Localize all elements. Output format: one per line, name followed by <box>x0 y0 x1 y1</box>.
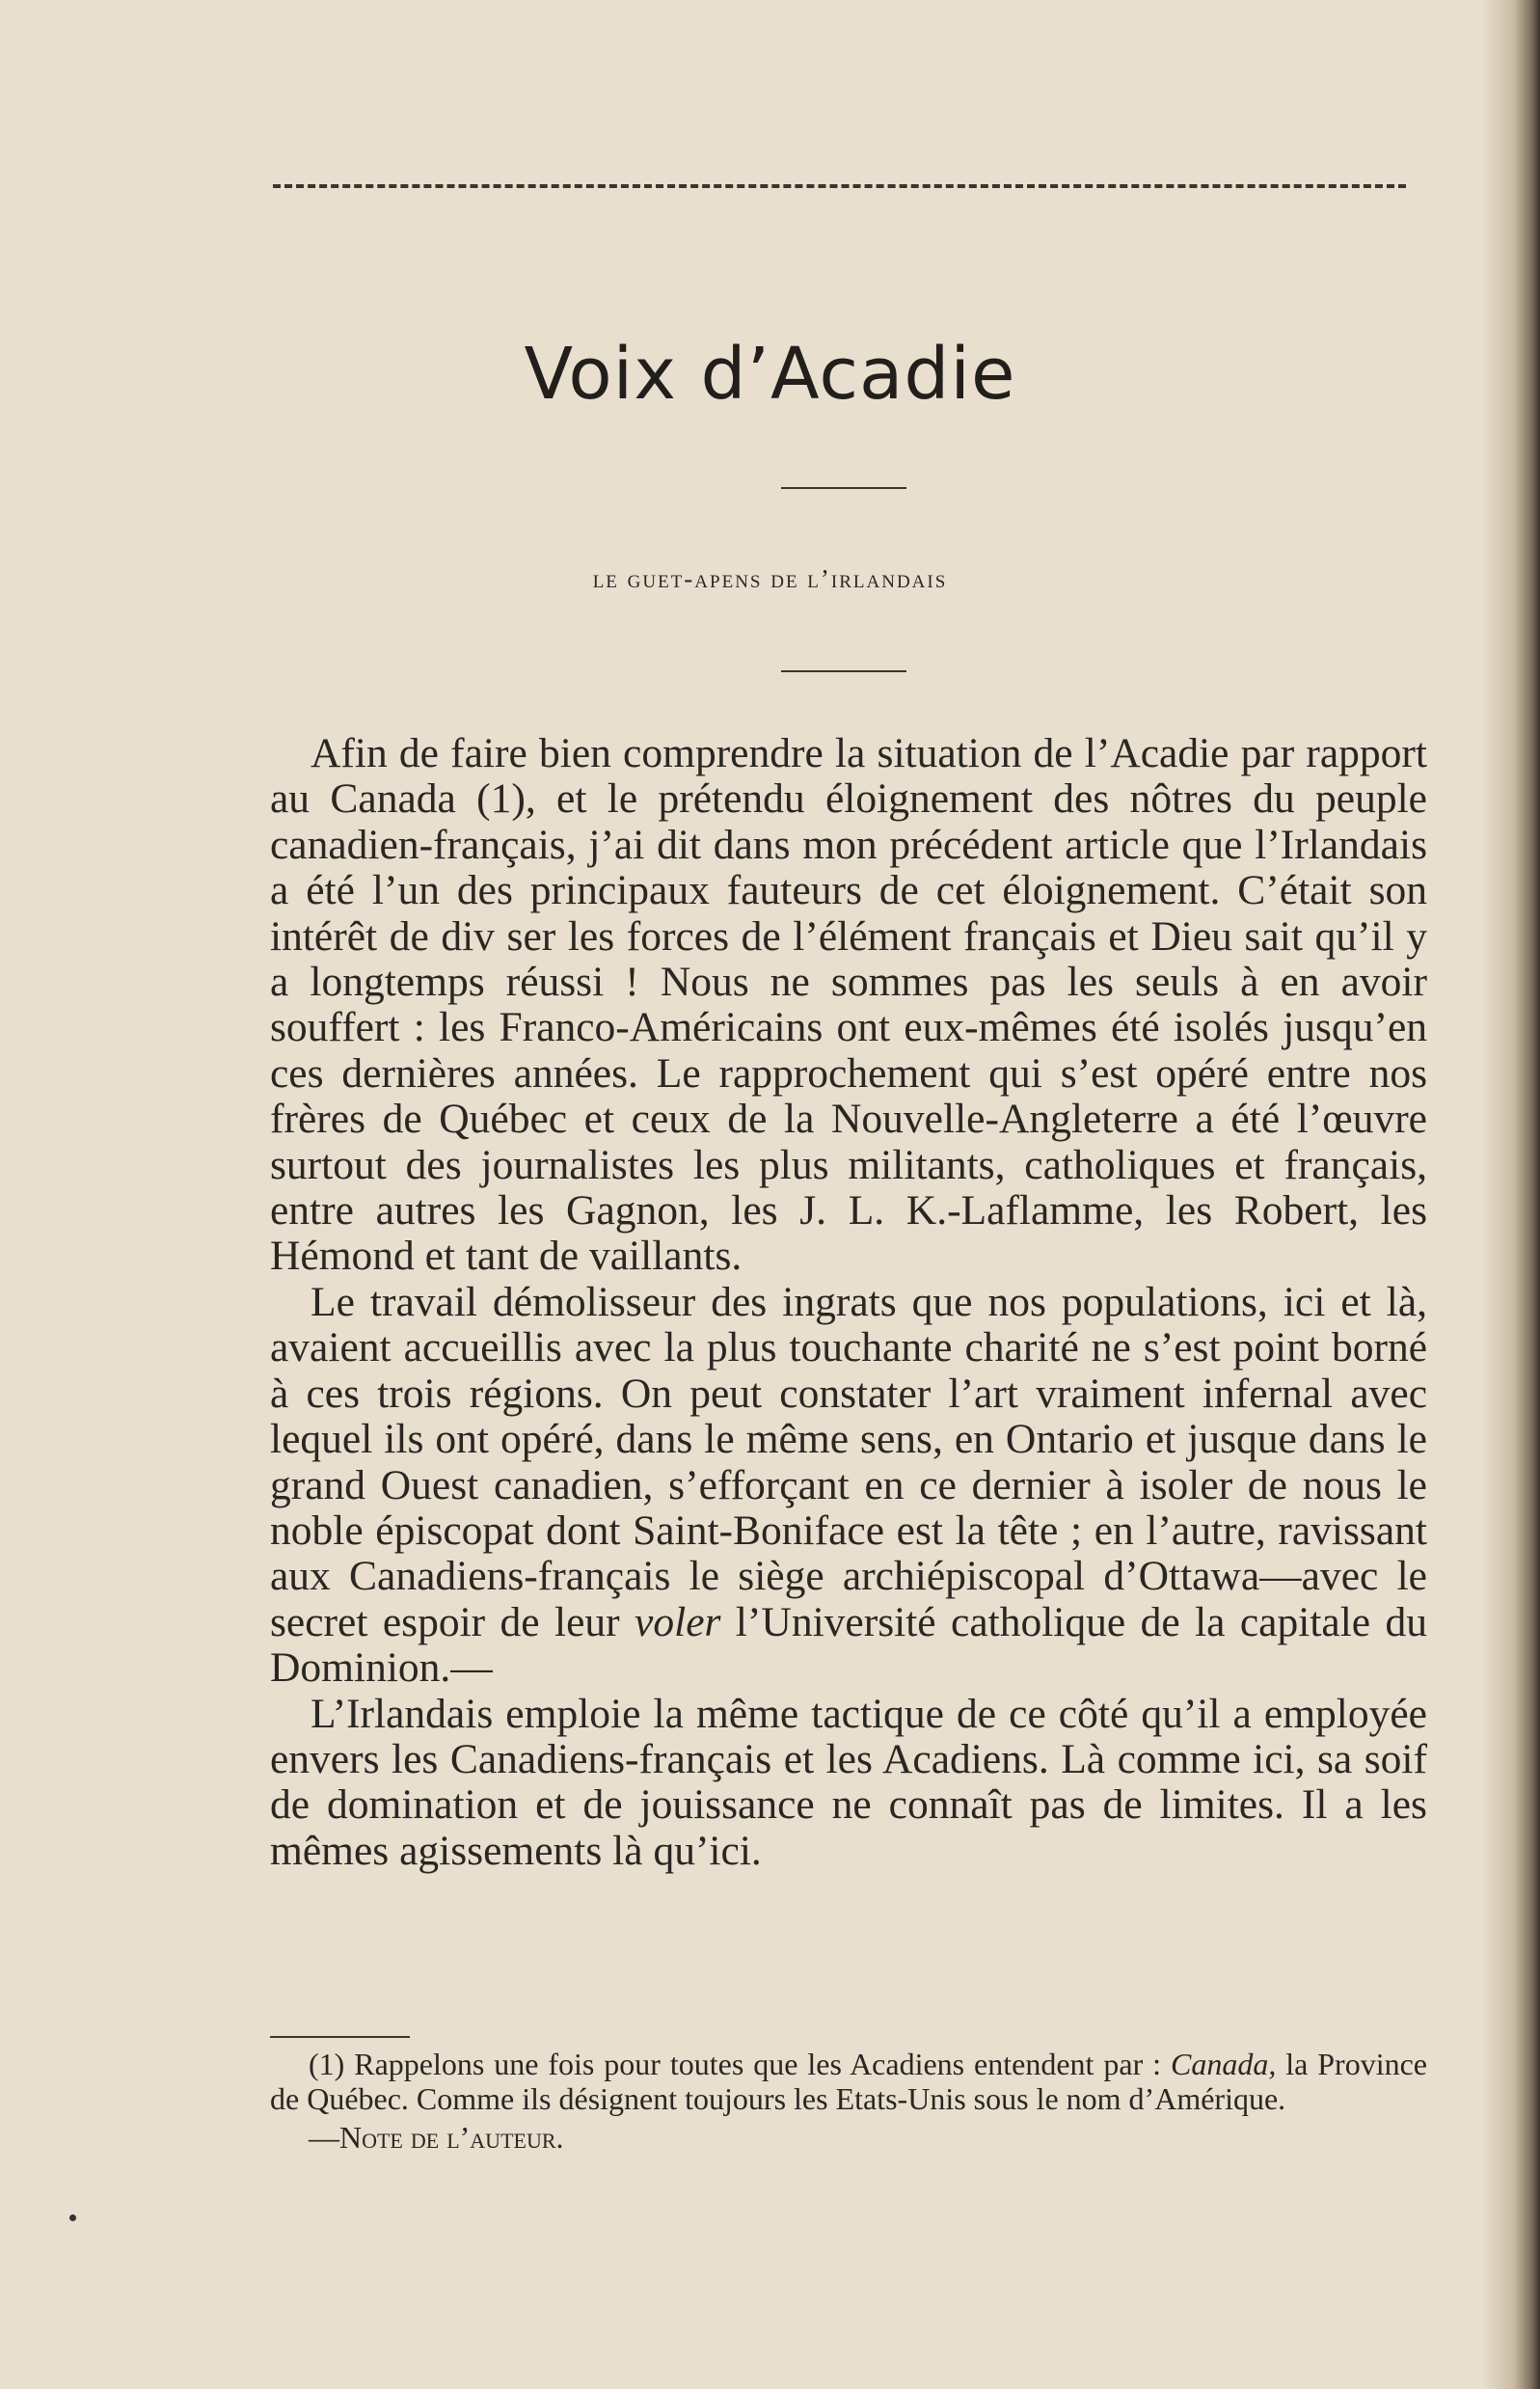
footnote-text-part: Rappelons une fois pour toutes que les Acadiens entendent par : <box>344 2047 1171 2081</box>
paragraph-italic: voler <box>635 1598 721 1645</box>
paragraph <box>270 1692 1427 1875</box>
footnote-signature: —Note de l’auteur. <box>309 2120 564 2155</box>
paragraph <box>270 731 1427 1280</box>
footnote-marker: (1) <box>309 2047 345 2081</box>
paragraph-text: Le travail démolisseur des ingrats que nos populations, ici et là, avaient accueillis avec la plus touchante charité ne s’est point borné à ces trois régions. On peut constater l’art vraiment infernal avec lequel ils ont opéré, dans le même sens, en Ontario et jusque dans le grand Ouest canadien, s’efforçant en ce dernier à isoler de nous le noble épiscopat dont Saint-Boniface est la tête ; en l’autre, ravissant aux Canadiens-français le siège archiépiscopal d’Ottawa—avec le secret espoir de leur <box>270 1278 1427 1645</box>
title-rule <box>781 487 906 489</box>
footnote-italic: Canada, <box>1170 2047 1277 2081</box>
article-subtitle: le guet-apens de l’irlandais <box>592 564 948 593</box>
footnote-text-part: la Province de Québec. Comme ils désignent toujours les Etats-Unis sous le nom d’Amérique. <box>270 2047 1428 2116</box>
header-rule <box>273 184 1406 188</box>
footnote <box>270 2047 1427 2155</box>
footnote-rule <box>270 2036 410 2038</box>
subtitle-rule <box>781 670 906 672</box>
paragraph <box>270 1280 1427 1692</box>
article-body <box>270 731 1427 1874</box>
article-title: Voix d’Acadie <box>524 333 1016 416</box>
footnote-text <box>270 2047 1427 2116</box>
ink-speck <box>69 2214 76 2221</box>
paragraph-text: L’Irlandais emploie la même tactique de ce côté qu’il a employée envers les Canadiens-français et les Acadiens. Là comme ici, sa soif de domination et de jouissance ne connaît pas de limites. Il a les mêmes agissements là qu’ici. <box>270 1690 1427 1874</box>
paragraph-text: l’Université catholique de la capitale du Dominion.— <box>270 1598 1428 1692</box>
paragraph-text: Afin de faire bien comprendre la situation de l’Acadie par rapport au Canada (1), et le prétendu éloignement des nôtres du peuple canadien-français, j’ai dit dans mon précédent article que l’Irlandais a été l’un des principaux fauteurs de cet éloignement. C’était son intérêt de div ser les forces de l’élément français et Dieu sait qu’il y a longtemps réussi ! Nous ne sommes pas les seuls à en avoir souffert : les Franco-Américains ont eux-mêmes été isolés jusqu’en ces dernières années. Le rapprochement qui s’est opéré entre nos frères de Québec et ceux de la Nouvelle-Angleterre a été l’œuvre surtout des journalistes les plus militants, catholiques et français, entre autres les Gagnon, les J. L. K.-Laflamme, les Robert, les Hémond et tant de vaillants. <box>270 730 1427 1280</box>
